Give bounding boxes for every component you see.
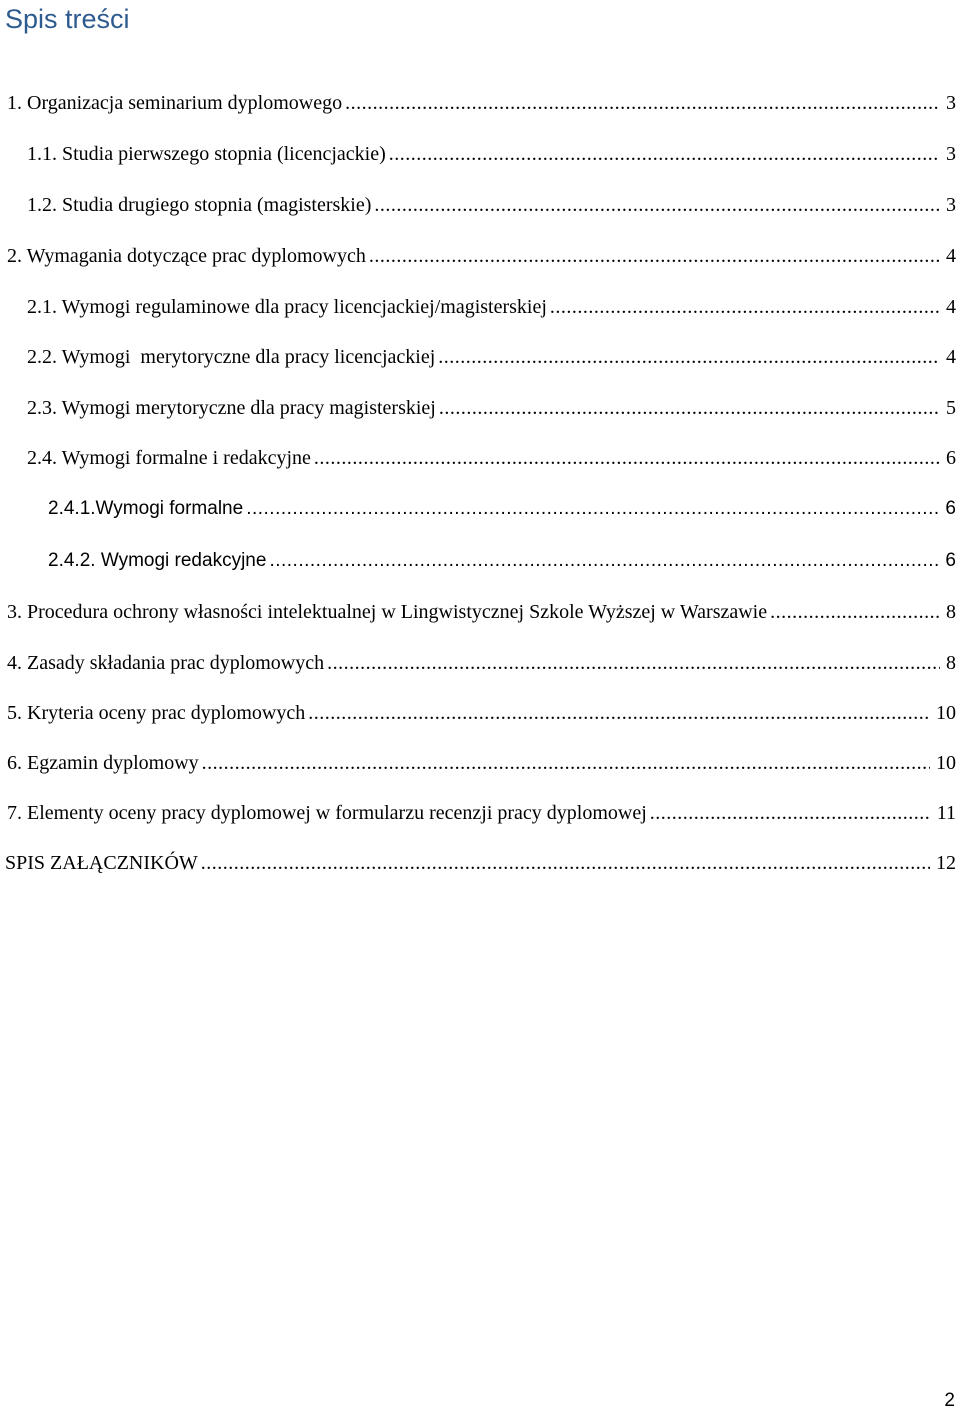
- toc-entry-label: 7. Elementy oceny pracy dyplomowej w formularzu recenzji pracy dyplomowej: [7, 802, 647, 824]
- toc-entry-3[interactable]: [7, 599, 956, 625]
- toc-dot-leader: [389, 141, 940, 167]
- toc-entry-label: 2.4. Wymogi formalne i redakcyjne: [27, 447, 311, 469]
- toc-dot-leader: [438, 344, 940, 370]
- toc-dot-leader: [650, 800, 931, 826]
- toc-entry-page: 3: [946, 143, 956, 165]
- toc-entry-label: 1.1. Studia pierwszego stopnia (licencjackie): [27, 143, 386, 165]
- toc-entry-page: 6: [945, 498, 956, 519]
- toc-entry-page: 10: [936, 752, 956, 774]
- toc-dot-leader: [345, 90, 940, 116]
- toc-entry-label: 1. Organizacja seminarium dyplomowego: [7, 92, 343, 114]
- toc-entry-4[interactable]: [7, 650, 956, 676]
- toc-dot-leader: [246, 496, 939, 522]
- toc-entry-label: 6. Egzamin dyplomowy: [7, 752, 199, 774]
- toc-dot-leader: [201, 850, 930, 876]
- toc-entry-2-2[interactable]: [27, 344, 956, 370]
- toc-entry-label: 2. Wymagania dotyczące prac dyplomowych: [7, 245, 366, 267]
- toc-entry-2-4[interactable]: [27, 445, 956, 471]
- toc-entry-page: 6: [946, 447, 956, 469]
- toc-entry-1[interactable]: [7, 90, 956, 116]
- toc-dot-leader: [550, 294, 940, 320]
- toc-entry-7[interactable]: [7, 800, 956, 826]
- toc-entry-page: 8: [946, 601, 956, 623]
- page-number: 2: [944, 1390, 955, 1411]
- toc-entry-label: 1.2. Studia drugiego stopnia (magisterskie): [27, 194, 372, 216]
- toc-entry-label: 2.4.1.Wymogi formalne: [48, 498, 244, 519]
- toc-entry-page: 3: [946, 194, 956, 216]
- toc-entry-page: 12: [936, 852, 956, 874]
- toc-entry-2-4-1[interactable]: [48, 496, 956, 522]
- toc-entry-page: 5: [946, 397, 956, 419]
- toc-dot-leader: [770, 599, 940, 625]
- toc-entry-2-3[interactable]: [27, 395, 956, 421]
- toc-dot-leader: [314, 445, 940, 471]
- toc-entry-2[interactable]: [7, 243, 956, 269]
- toc-entry-2-4-2[interactable]: [48, 548, 956, 574]
- toc-entry-label: 4. Zasady składania prac dyplomowych: [7, 652, 325, 674]
- toc-entry-page: 4: [946, 296, 956, 318]
- toc-dot-leader: [369, 243, 940, 269]
- toc-dot-leader: [308, 700, 930, 726]
- toc-dot-leader: [327, 650, 940, 676]
- toc-entry-label: 2.1. Wymogi regulaminowe dla pracy licencjackiej/magisterskiej: [27, 296, 547, 318]
- toc-entry-page: 4: [946, 245, 956, 267]
- toc-entry-label: 3. Procedura ochrony własności intelektualnej w Lingwistycznej Szkole Wyższej w Warszawie: [7, 601, 768, 623]
- toc-dot-leader: [439, 395, 940, 421]
- toc-entry-page: 3: [946, 92, 956, 114]
- toc-entry-label: 2.2. Wymogi merytoryczne dla pracy licencjackiej: [27, 346, 436, 368]
- toc-entry-1-2[interactable]: [27, 192, 956, 218]
- toc-entry-page: 6: [945, 550, 956, 571]
- toc-entry-label: SPIS ZAŁĄCZNIKÓW: [5, 852, 198, 874]
- toc-dot-leader: [269, 548, 939, 574]
- toc-entry-1-1[interactable]: [27, 141, 956, 167]
- toc-entry-page: 11: [936, 802, 956, 824]
- toc-entry-page: 10: [936, 702, 956, 724]
- toc-entry-page: 4: [946, 346, 956, 368]
- toc-entry-2-1[interactable]: [27, 294, 956, 320]
- toc-entry-label: 5. Kryteria oceny prac dyplomowych: [7, 702, 306, 724]
- toc-entry-attachments[interactable]: [5, 850, 956, 876]
- toc-entry-label: 2.4.2. Wymogi redakcyjne: [48, 550, 267, 571]
- toc-dot-leader: [202, 750, 930, 776]
- toc-entry-5[interactable]: [7, 700, 956, 726]
- toc-dot-leader: [374, 192, 940, 218]
- toc-title: Spis treści: [5, 4, 130, 34]
- toc-entry-6[interactable]: [7, 750, 956, 776]
- toc-entry-label: 2.3. Wymogi merytoryczne dla pracy magisterskiej: [27, 397, 436, 419]
- toc-entry-page: 8: [946, 652, 956, 674]
